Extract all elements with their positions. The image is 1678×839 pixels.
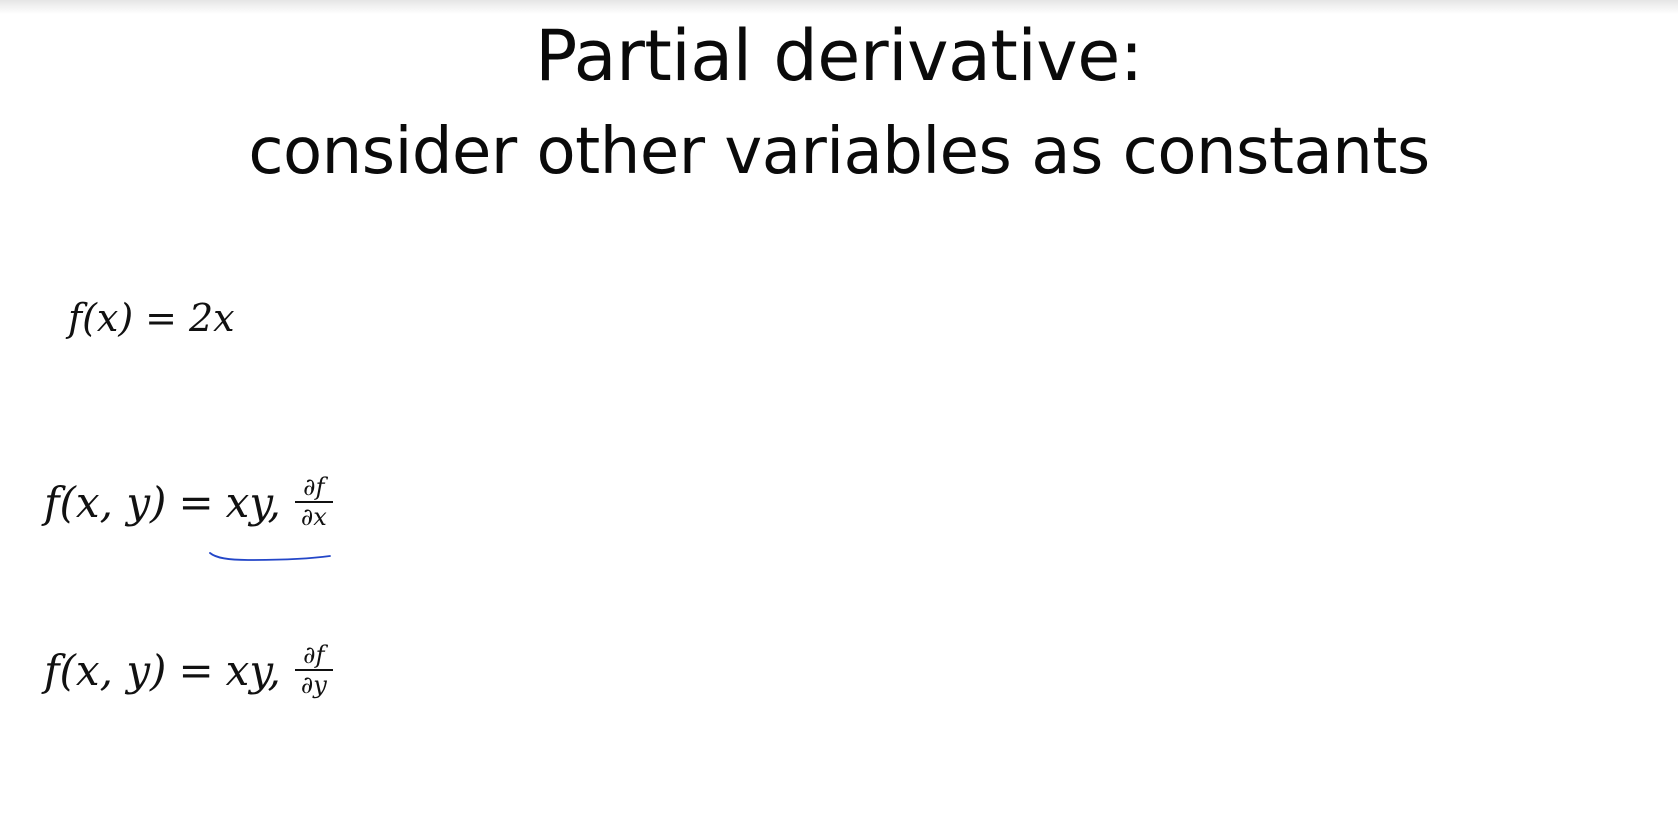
frac-numerator: ∂f [303, 641, 325, 669]
eq1-rhs: 2x [189, 296, 235, 340]
equation-partial-x [44, 474, 333, 530]
equation-single-variable [68, 296, 235, 340]
equation-partial-y [44, 642, 333, 698]
eq1-equals: = [145, 296, 177, 340]
eq2-rhs: xy, [225, 477, 281, 527]
slide-title [0, 8, 1678, 200]
frac-numerator: ∂f [303, 473, 325, 501]
eq3-equals: = [178, 645, 214, 695]
annotation-stroke [210, 553, 330, 560]
frac-denominator: ∂y [300, 671, 327, 699]
title-line-2: consider other variables as constants [248, 115, 1430, 189]
partial-fraction-x [295, 474, 333, 530]
partial-fraction-y [295, 642, 333, 698]
eq2-lhs: f(x, y) [44, 477, 167, 527]
title-line-1: Partial derivative: [535, 15, 1143, 97]
eq2-equals: = [178, 477, 214, 527]
eq3-lhs: f(x, y) [44, 645, 167, 695]
eq1-lhs: f(x) [68, 296, 134, 340]
frac-denominator: ∂x [300, 503, 327, 531]
eq3-rhs: xy, [225, 645, 281, 695]
underline-annotation [208, 548, 334, 568]
